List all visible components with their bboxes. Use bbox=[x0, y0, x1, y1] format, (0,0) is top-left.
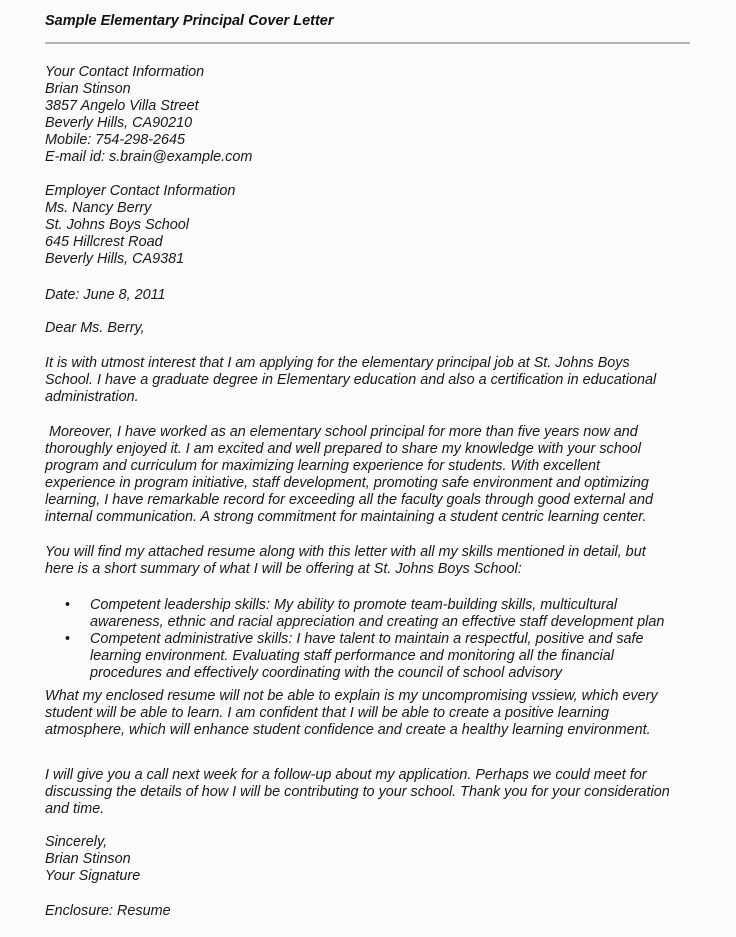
title-divider bbox=[45, 42, 690, 44]
text-line: Mobile: 754-298-2645 bbox=[45, 132, 186, 148]
text-line: Date: June 8, 2011 bbox=[45, 287, 166, 303]
bullet-icon: • bbox=[65, 597, 71, 613]
text-line: Sincerely, bbox=[45, 834, 108, 850]
list-item bbox=[45, 631, 664, 682]
text-line: discussing the details of how I will be contributing to your school. Thank you for your consideration bbox=[45, 784, 670, 800]
text-line: Beverly Hills, CA90210 bbox=[45, 115, 193, 131]
text-line: E-mail id: s.brain@example.com bbox=[45, 149, 253, 165]
text-line: 645 Hillcrest Road bbox=[45, 234, 163, 250]
paragraph-5 bbox=[45, 767, 670, 818]
text-line: internal communication. A strong commitment for maintaining a student centric learning center. bbox=[45, 509, 647, 525]
text-line: What my enclosed resume will not be able to explain is my uncompromising vssiew, which every bbox=[45, 688, 658, 704]
text-line: Beverly Hills, CA9381 bbox=[45, 251, 185, 267]
text-line: Your Signature bbox=[45, 868, 141, 884]
text-line: I will give you a call next week for a follow-up about my application. Perhaps we could meet for bbox=[45, 767, 647, 783]
text-line: Moreover, I have worked as an elementary school principal for more than five years now and bbox=[45, 424, 638, 440]
salutation bbox=[45, 320, 145, 337]
enclosure-note bbox=[45, 903, 171, 920]
paragraph-4 bbox=[45, 688, 658, 739]
text-line: Competent leadership skills: My ability to promote team-building skills, multicultural bbox=[90, 597, 618, 613]
bullet-icon: • bbox=[65, 631, 71, 647]
text-line: Dear Ms. Berry, bbox=[45, 320, 145, 336]
text-line: You will find my attached resume along with this letter with all my skills mentioned in detail, but bbox=[45, 544, 646, 560]
text-line: student will be able to learn. I am confident that I will be able to create a positive learning bbox=[45, 705, 609, 721]
sender-contact-block bbox=[45, 64, 252, 166]
text-line: awareness, ethnic and racial appreciation and creating an effective staff development plan bbox=[90, 614, 665, 630]
text-line: St. Johns Boys School bbox=[45, 217, 189, 233]
text-line: It is with utmost interest that I am applying for the elementary principal job at St. Johns Boys bbox=[45, 355, 630, 371]
paragraph-1 bbox=[45, 355, 656, 406]
text-line: atmosphere, which will enhance student confidence and create a healthy learning environment. bbox=[45, 722, 651, 738]
text-line: Brian Stinson bbox=[45, 81, 131, 97]
text-line: and time. bbox=[45, 801, 105, 817]
text-line: School. I have a graduate degree in Elementary education and also a certification in educational bbox=[45, 372, 657, 388]
document-title: Sample Elementary Principal Cover Letter bbox=[45, 13, 334, 29]
text-line: 3857 Angelo Villa Street bbox=[45, 98, 199, 114]
text-line: learning environment. Evaluating staff performance and monitoring all the financial bbox=[90, 648, 614, 664]
paragraph-2 bbox=[45, 424, 653, 526]
closing-block bbox=[45, 834, 140, 885]
text-line: thoroughly enjoyed it. I am excited and well prepared to share my knowledge with your school bbox=[45, 441, 641, 457]
paragraph-3 bbox=[45, 544, 646, 578]
text-line: learning, I have remarkable record for exceeding all the faculty goals through good external and bbox=[45, 492, 653, 508]
text-line: Your Contact Information bbox=[45, 64, 205, 80]
employer-contact-block bbox=[45, 183, 235, 268]
text-line: Ms. Nancy Berry bbox=[45, 200, 152, 216]
list-item bbox=[45, 597, 664, 631]
skills-list bbox=[45, 597, 664, 682]
text-line: administration. bbox=[45, 389, 139, 405]
text-line: program and curriculum for maximizing learning experience for students. With excellent bbox=[45, 458, 600, 474]
text-line: here is a short summary of what I will be offering at St. Johns Boys School: bbox=[45, 561, 522, 577]
text-line: procedures and effectively coordinating with the council of school advisory bbox=[90, 665, 562, 681]
text-line: experience in program initiative, staff development, promoting safe environment and optimizing bbox=[45, 475, 649, 491]
text-line: Brian Stinson bbox=[45, 851, 131, 867]
letter-date bbox=[45, 287, 166, 304]
text-line: Competent administrative skills: I have talent to maintain a respectful, positive and safe bbox=[90, 631, 644, 647]
text-line: Enclosure: Resume bbox=[45, 903, 171, 919]
text-line: Employer Contact Information bbox=[45, 183, 236, 199]
